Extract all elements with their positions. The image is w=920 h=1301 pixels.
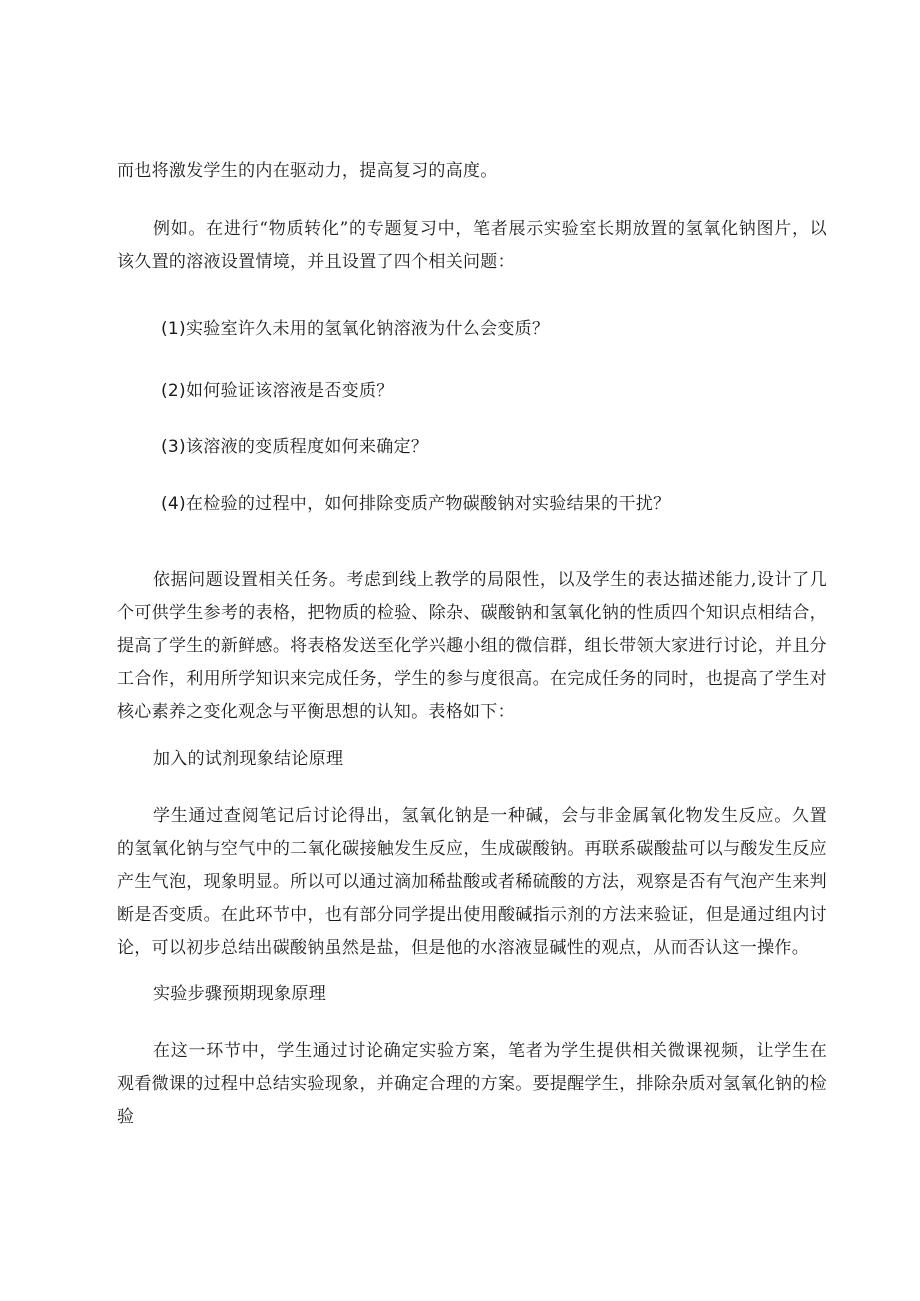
paragraph-intro-end: 而也将激发学生的内在驱动力，提高复习的高度。 — [117, 161, 498, 181]
table-heading-steps: 实验步骤预期现象原理 — [153, 984, 326, 1004]
table-heading-reagents: 加入的试剂现象结论原理 — [153, 749, 344, 769]
question-3 — [161, 431, 428, 464]
paragraph-example: 例如。在进行“物质转化”的专题复习中，笔者展示实验室长期放置的氢氧化钠图片，以该久置的溶液设置情境，并且设置了四个相关问题： — [117, 219, 827, 272]
paragraph-plan: 在这一环节中，学生通过讨论确定实验方案，笔者为学生提供相关微课视频，让学生在观看微课的过程中总结实验现象，并确定合理的方案。要提醒学生，排除杂质对氢氧化钠的检验 — [117, 1041, 827, 1127]
question-3-text: 该溶液的变质程度如何来确定？ — [185, 437, 429, 457]
question-4-number: (4) — [161, 494, 186, 514]
question-1-number: (1) — [161, 319, 186, 339]
question-4 — [161, 488, 670, 521]
question-3-number: (3) — [161, 437, 186, 457]
question-1-text: 实验室许久未用的氢氧化钠溶液为什么会变质？ — [185, 319, 550, 339]
paragraph-tasks: 依据问题设置相关任务。考虑到线上教学的局限性，以及学生的表达描述能力,设计了几个可供学生参考的表格，把物质的检验、除杂、碳酸钠和氢氧化钠的性质四个知识点相结合，提高了学生的新鲜感。将表格发送至化学兴趣小组的微信群，组长带领大家进行讨论，并且分工合作，利用所学知识来完成任务，学生的参与度很高。在完成任务的同时，也提高了学生对核心素养之变化观念与平衡思想的认知。表格如下： — [117, 570, 827, 722]
question-2-text: 如何验证该溶液是否变质？ — [185, 381, 394, 401]
paragraph-discussion: 学生通过查阅笔记后讨论得出，氢氧化钠是一种碱，会与非金属氧化物发生反应。久置的氢氧化钠与空气中的二氧化碳接触发生反应，生成碳酸钠。再联系碳酸盐可以与酸发生反应产生气泡，现象明显。所以可以通过滴加稀盐酸或者稀硫酸的方法，观察是否有气泡产生来判断是否变质。在此环节中，也有部分同学提出使用酸碱指示剂的方法来验证，但是通过组内讨论，可以初步总结出碳酸钠虽然是盐，但是他的水溶液显碱性的观点，从而否认这一操作。 — [117, 806, 827, 958]
question-1 — [161, 313, 549, 346]
question-2 — [161, 375, 394, 408]
question-4-text: 在检验的过程中，如何排除变质产物碳酸钠对实验结果的干扰？ — [185, 494, 671, 514]
question-2-number: (2) — [161, 381, 186, 401]
